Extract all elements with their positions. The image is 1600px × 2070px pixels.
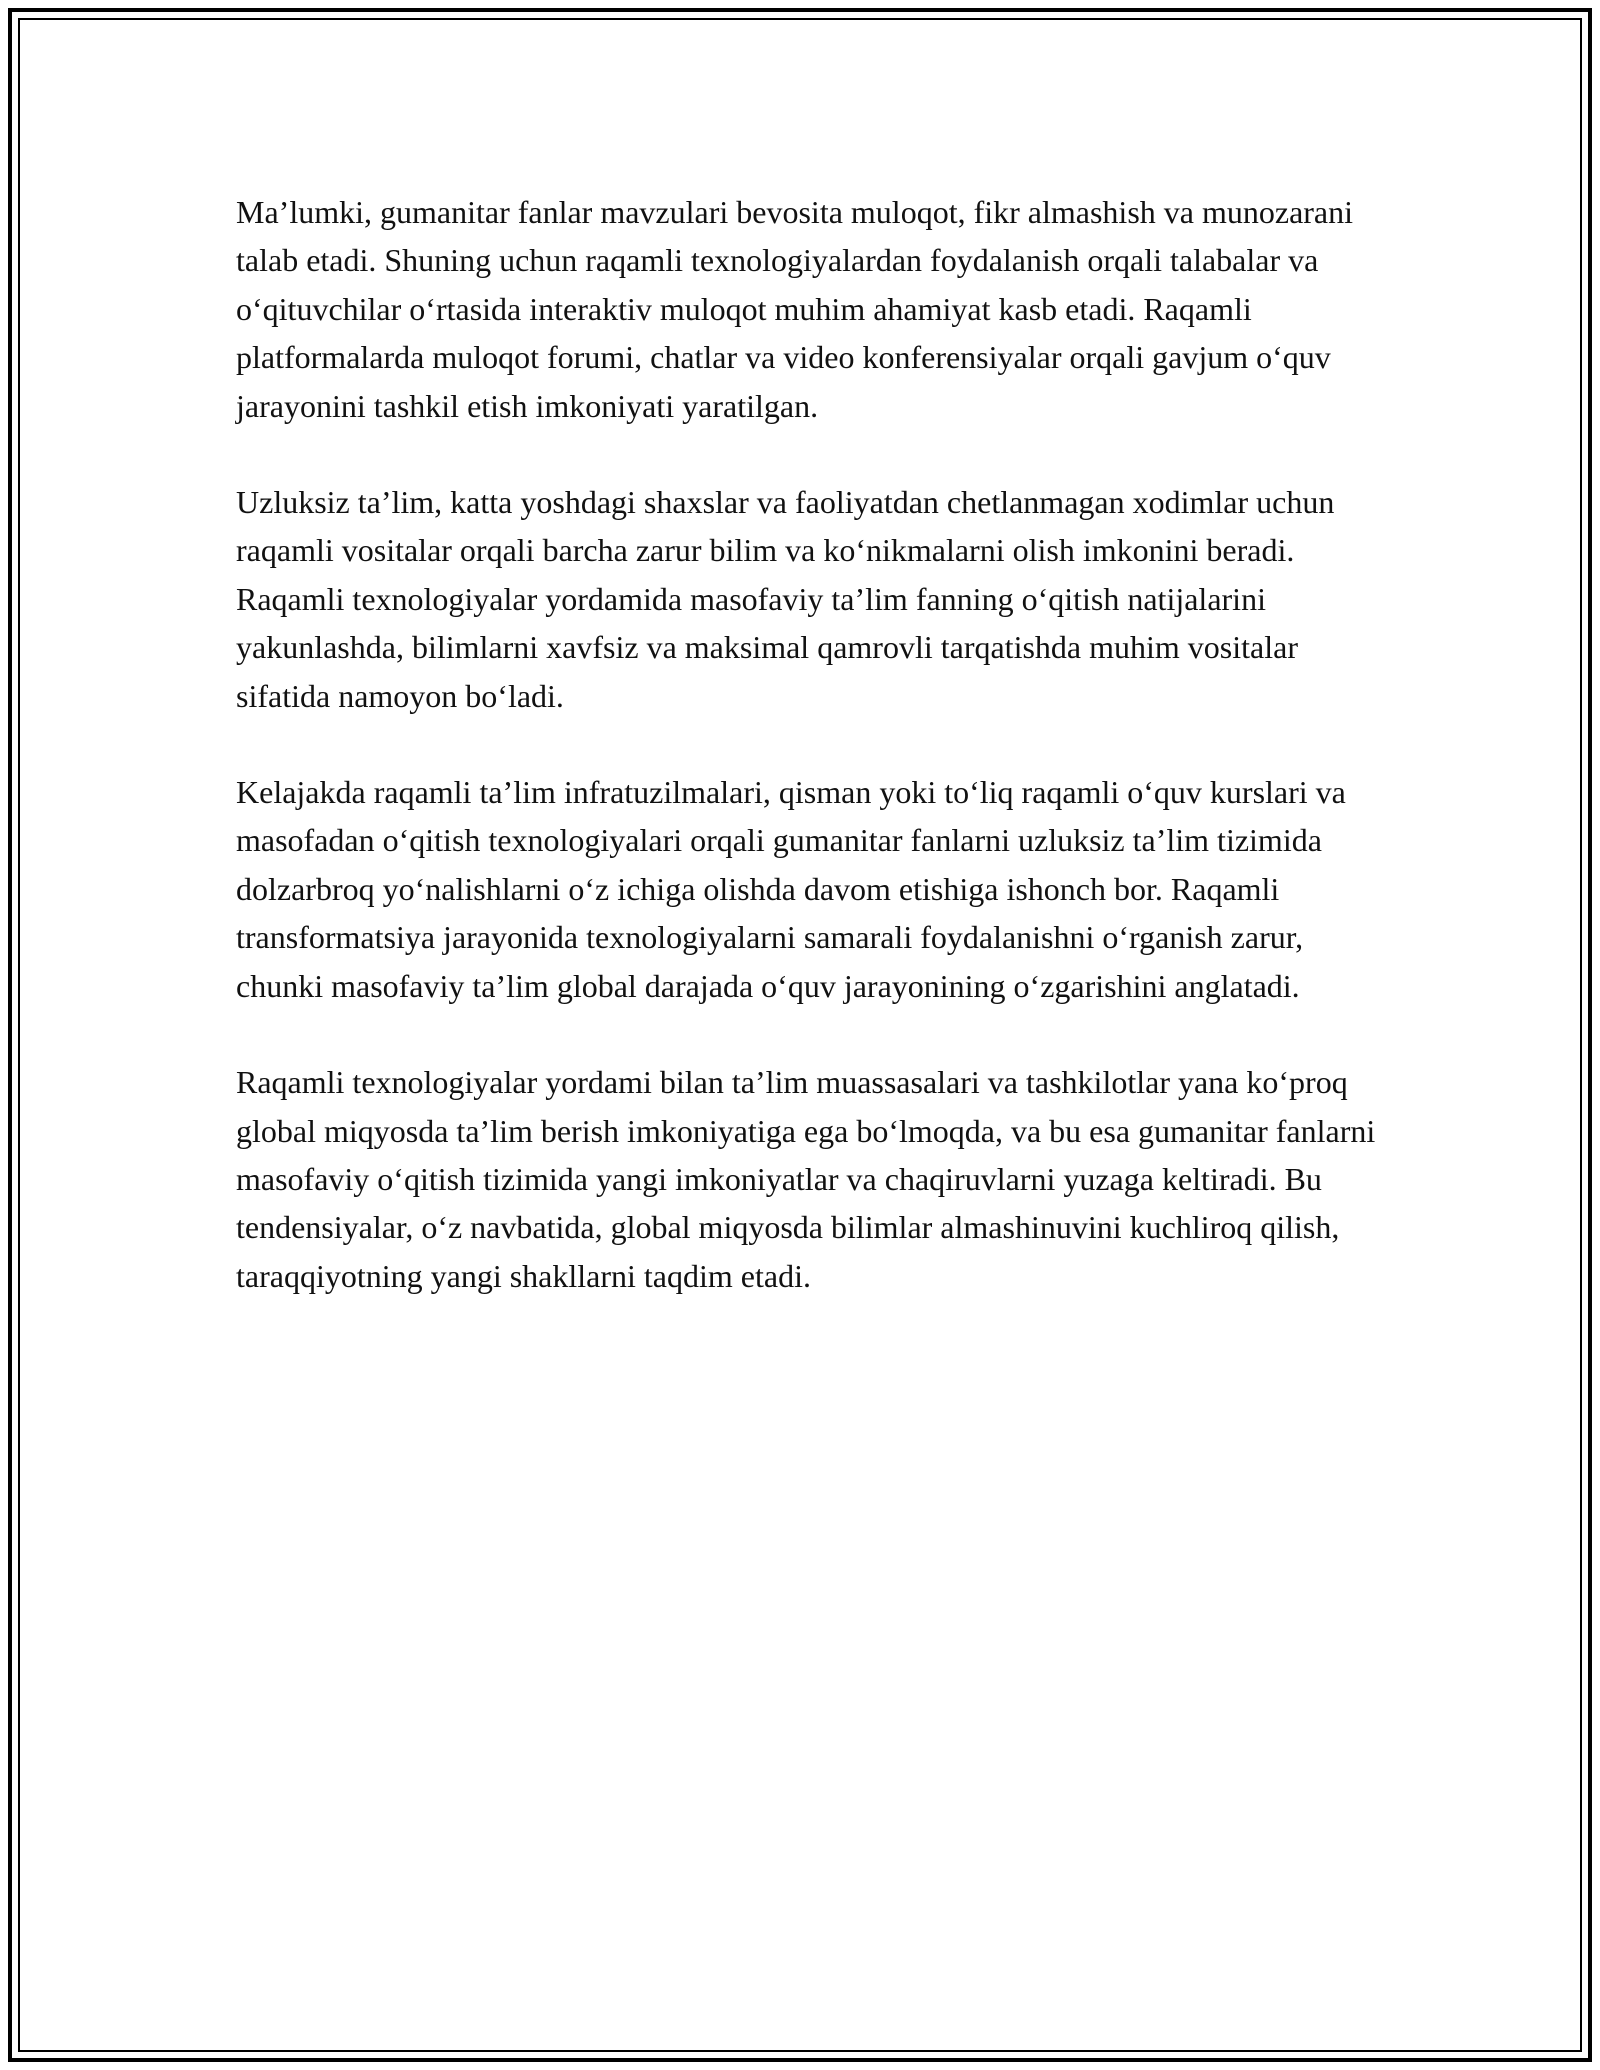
paragraph-2: Uzluksiz ta’lim, katta yoshdagi shaxslar va faoliyatdan chetlanmagan xodimlar uchun raqamli vositalar orqali barcha zarur bilim va ko‘nikmalarni olish imkonini beradi. Raqamli texnologiyalar yordamida masofaviy ta’lim fanning o‘qitish natijalarini yakunlashda, bilimlarni xavfsiz va maksimal qamrovli tarqatishda muhim vositalar sifatida namoyon bo‘ladi. — [236, 484, 1335, 714]
document-body — [236, 188, 1376, 1348]
paragraph-4: Raqamli texnologiyalar yordami bilan ta’lim muassasalari va tashkilotlar yana ko‘proq global miqyosda ta’lim berish imkoniyatiga ega bo‘lmoqda, va bu esa gumanitar fanlarni masofaviy o‘qitish tizimida yangi imkoniyatlar va chaqiruvlarni yuzaga keltiradi. Bu tendensiyalar, o‘z navbatida, global miqyosda bilimlar almashinuvini kuchliroq qilish, taraqqiyotning yangi shakllarni taqdim etadi. — [236, 1064, 1376, 1294]
paragraph-3: Kelajakda raqamli ta’lim infratuzilmalari, qisman yoki to‘liq raqamli o‘quv kurslari va masofadan o‘qitish texnologiyalari orqali gumanitar fanlarni uzluksiz ta’lim tizimida dolzarbroq yo‘nalishlarni o‘z ichiga olishda davom etishiga ishonch bor. Raqamli transformatsiya jarayonida texnologiyalarni samarali foydalanishni o‘rganish zarur, chunki masofaviy ta’lim global darajada o‘quv jarayonining o‘zgarishini anglatadi. — [236, 774, 1346, 1004]
paragraph-1: Ma’lumki, gumanitar fanlar mavzulari bevosita muloqot, fikr almashish va munozarani talab etadi. Shuning uchun raqamli texnologiyalardan foydalanish orqali talabalar va o‘qituvchilar o‘rtasida interaktiv muloqot muhim ahamiyat kasb etadi. Raqamli platformalarda muloqot forumi, chatlar va video konferensiyalar orqali gavjum o‘quv jarayonini tashkil etish imkoniyati yaratilgan. — [236, 194, 1354, 424]
